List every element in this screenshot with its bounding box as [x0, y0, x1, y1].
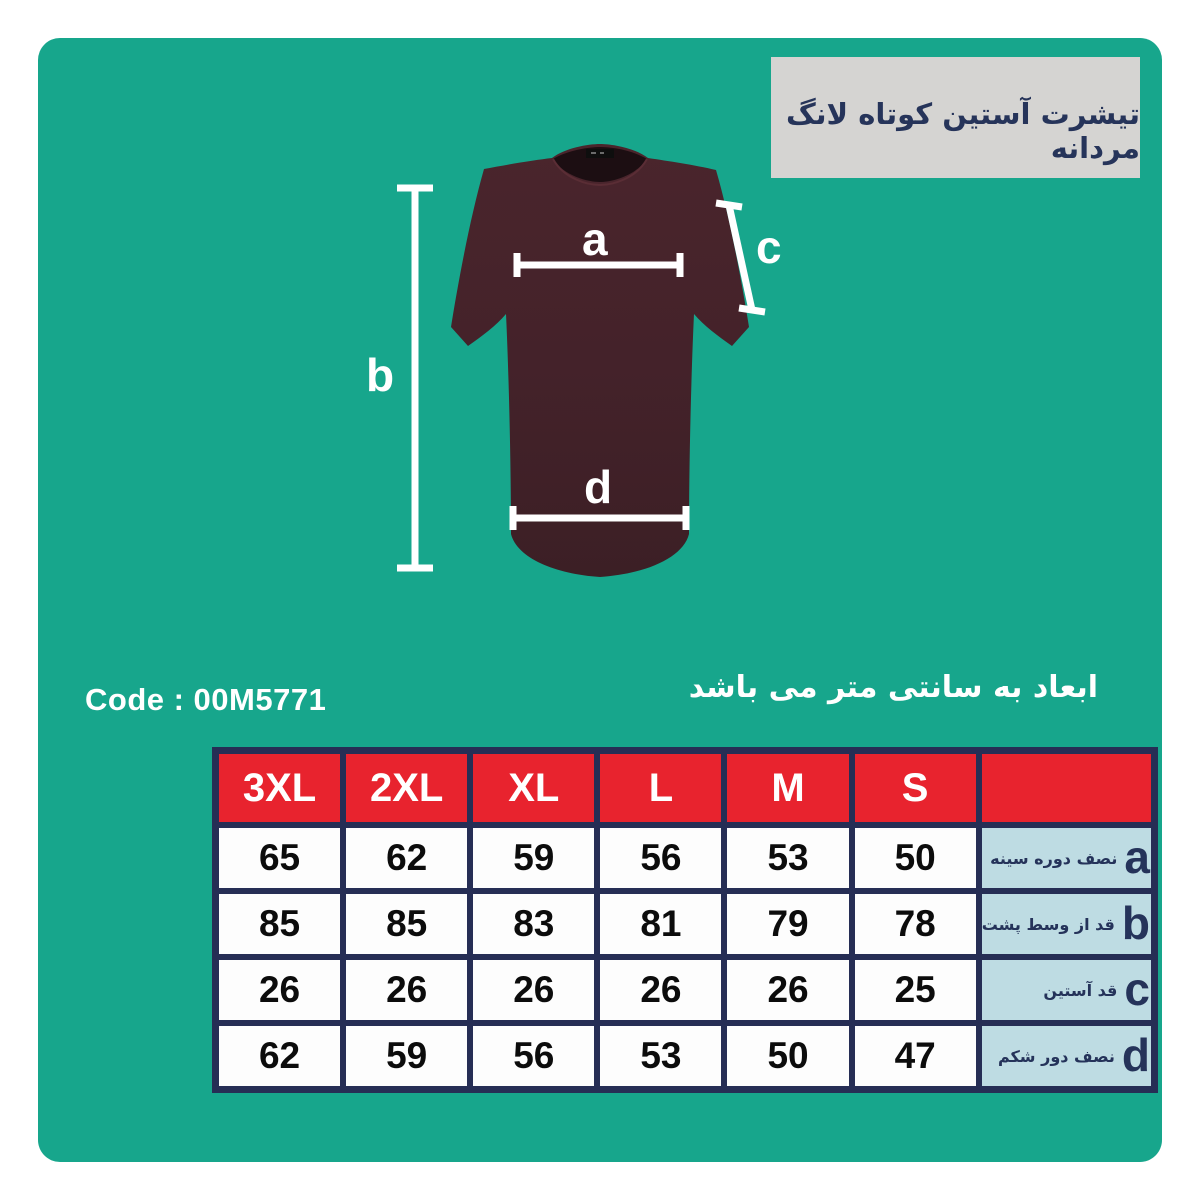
size-column-header: S — [855, 754, 976, 822]
header-corner-cell — [982, 754, 1151, 822]
size-value-cell: 26 — [346, 960, 467, 1020]
product-title: تیشرت آستین کوتاه لانگ مردانه — [785, 96, 1140, 165]
size-row-letter: a — [1124, 831, 1150, 884]
size-column-header: L — [600, 754, 721, 822]
size-value-cell: 59 — [346, 1026, 467, 1086]
size-value-cell: 81 — [600, 894, 721, 954]
size-column-header: XL — [473, 754, 594, 822]
measure-cap — [739, 308, 765, 312]
size-row-label: قد آستین — [1043, 980, 1118, 1000]
size-value-cell: 62 — [346, 828, 467, 888]
product-code: Code : 00M5771 — [85, 682, 327, 717]
size-value-cell: 26 — [473, 960, 594, 1020]
size-row-label-cell — [982, 1026, 1151, 1086]
measure-line-c — [729, 205, 752, 310]
size-row-label: قد از وسط پشت — [981, 914, 1115, 934]
size-row-letter: b — [1121, 897, 1150, 950]
size-value-cell: 85 — [219, 894, 340, 954]
size-value-cell: 59 — [473, 828, 594, 888]
measure-label-d: d — [584, 461, 613, 513]
size-value-cell: 56 — [473, 1026, 594, 1086]
size-column-header: 3XL — [219, 754, 340, 822]
size-column-header: 2XL — [346, 754, 467, 822]
size-row-label: نصف دور شکم — [997, 1046, 1115, 1066]
product-title-box — [771, 57, 1140, 178]
size-value-cell: 78 — [855, 894, 976, 954]
size-row-label-cell — [982, 828, 1151, 888]
size-value-cell: 79 — [727, 894, 848, 954]
size-row-label: نصف دوره سینه — [990, 848, 1118, 868]
size-value-cell: 50 — [727, 1026, 848, 1086]
size-value-cell: 83 — [473, 894, 594, 954]
measure-label-a: a — [582, 213, 608, 265]
size-row-label-cell — [982, 960, 1151, 1020]
size-value-cell: 26 — [727, 960, 848, 1020]
size-row-label-cell — [982, 894, 1151, 954]
size-row-letter: d — [1121, 1029, 1150, 1082]
measure-label-b: b — [366, 349, 395, 401]
size-value-cell: 26 — [600, 960, 721, 1020]
size-value-cell: 26 — [219, 960, 340, 1020]
size-value-cell: 50 — [855, 828, 976, 888]
size-value-cell: 53 — [600, 1026, 721, 1086]
size-value-cell: 56 — [600, 828, 721, 888]
size-row-letter: c — [1124, 963, 1150, 1016]
size-value-cell: 65 — [219, 828, 340, 888]
measure-lines — [360, 150, 800, 610]
size-table — [212, 747, 1158, 1093]
size-column-header: M — [727, 754, 848, 822]
size-value-cell: 47 — [855, 1026, 976, 1086]
size-value-cell: 62 — [219, 1026, 340, 1086]
size-value-cell: 53 — [727, 828, 848, 888]
size-value-cell: 85 — [346, 894, 467, 954]
measure-label-c: c — [756, 221, 782, 273]
size-value-cell: 25 — [855, 960, 976, 1020]
measure-cap — [716, 203, 742, 207]
units-note: ابعاد به سانتی متر می باشد — [688, 670, 1098, 705]
